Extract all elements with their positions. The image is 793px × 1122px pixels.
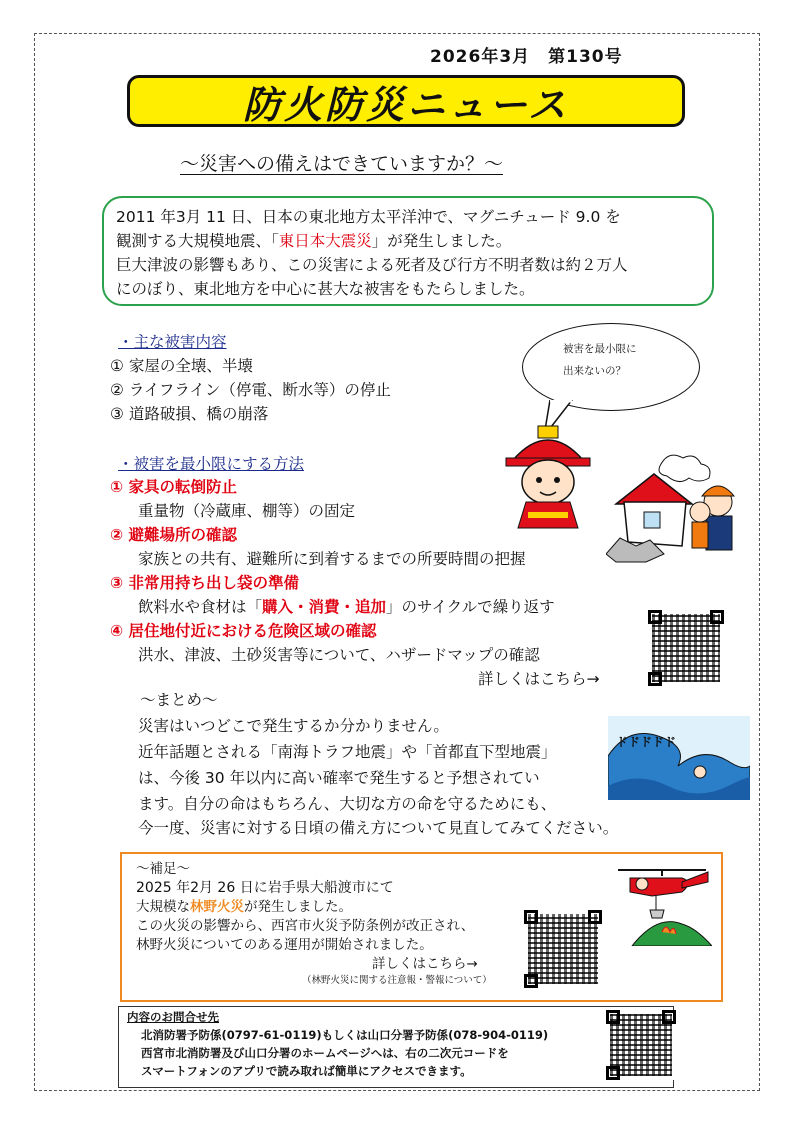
- contact-line: 北消防署予防係(0797-61-0119)もしくは山口分署予防係(078-904-0119): [141, 1028, 549, 1042]
- intro-box: [102, 196, 714, 306]
- more-link[interactable]: 詳しくはこちら→: [478, 670, 600, 688]
- intro-line: にのぼり、東北地方を中心に甚大な被害をもたらしました。: [116, 280, 535, 298]
- summary-line: ます。自分の命はもちろん、大切な方の命を守るためにも、: [138, 795, 557, 813]
- tsunami-wave-icon: [608, 716, 750, 800]
- method-body: 家族との共有、避難所に到着するまでの所要時間の把握: [138, 550, 526, 568]
- intro-line: 巨大津波の影響もあり、この災害による死者及び行方不明者数は約２万人: [116, 256, 628, 274]
- intro-line: 2011 年3月 11 日、日本の東北地方太平洋沖で、マグニチュード 9.0 を: [116, 208, 621, 226]
- summary-line: 近年話題とされる「南海トラフ地震」や「首都直下型地震」: [138, 743, 557, 761]
- method-body: 洪水、津波、土砂災害等について、ハザードマップの確認: [138, 646, 540, 664]
- supplement-line: 大規模な林野火災が発生しました。: [136, 899, 352, 915]
- highlight-text: 購入・消費・追加: [262, 598, 387, 616]
- more-link[interactable]: 詳しくはこちら→: [372, 956, 478, 972]
- highlight-text: 林野火災: [190, 899, 244, 915]
- damage-item: ② ライフライン（停電、断水等）の停止: [110, 381, 391, 399]
- supplement-line: 2025 年2月 26 日に岩手県大船渡市にて: [136, 880, 394, 896]
- page-title: 防火防災ニュース: [242, 82, 570, 127]
- fire-helicopter-icon: [612, 862, 712, 946]
- contact-line: 西宮市北消防署及び山口分署のホームページへは、右の二次元コードを: [141, 1046, 509, 1060]
- contact-heading: 内容のお問合せ先: [127, 1010, 219, 1024]
- method-body: 飲料水や食材は「購入・消費・追加」のサイクルで繰り返す: [138, 598, 555, 616]
- supplement-note: （林野火災に関する注意報・警報について）: [302, 975, 492, 986]
- method-heading: ③ 非常用持ち出し袋の準備: [110, 574, 300, 592]
- summary-line: 今一度、災害に対する日頃の備え方について見直してみてください。: [138, 819, 619, 837]
- collapsed-house-icon: [606, 446, 751, 566]
- supplement-line: 林野火災についてのある運用が開始されました。: [136, 937, 433, 953]
- title-banner: [127, 75, 685, 127]
- highlight-text: 東日本大震災: [278, 232, 372, 250]
- summary-heading: ～まとめ～: [140, 691, 218, 709]
- method-heading: ② 避難場所の確認: [110, 526, 238, 544]
- summary-line: は、今後 30 年以内に高い確率で発生すると予想されてい: [138, 769, 540, 787]
- issue-number: 2026年3月 第130号: [430, 47, 623, 67]
- qr-code-homepage-icon[interactable]: [606, 1010, 676, 1080]
- supplement-line: この火災の影響から、西宮市火災予防条例が改正され、: [136, 918, 475, 934]
- damage-item: ③ 道路破損、橋の崩落: [110, 405, 269, 423]
- contact-line: スマートフォンのアプリで読み取れば簡単にアクセスできます。: [141, 1064, 472, 1078]
- method-body: 重量物（冷蔵庫、棚等）の固定: [138, 502, 356, 520]
- qr-code-forest-fire-icon[interactable]: [524, 910, 602, 988]
- method-heading: ④ 居住地付近における危険区域の確認: [110, 622, 377, 640]
- subtitle: ～災害への備えはできていますか？～: [180, 153, 504, 175]
- firefighter-mascot-icon: [498, 420, 598, 530]
- wave-sound-text: ドドドドド: [616, 735, 677, 749]
- speech-bubble: 被害を最小限に 出来ないの？: [522, 323, 700, 411]
- damage-item: ① 家屋の全壊、半壊: [110, 357, 253, 375]
- methods-heading: ・被害を最小限にする方法: [118, 455, 305, 473]
- supplement-heading: ～補足～: [136, 861, 190, 877]
- intro-line: 観測する大規模地震、「東日本大震災」が発生しました。: [116, 232, 512, 250]
- qr-code-hazard-map-icon[interactable]: [648, 610, 724, 686]
- summary-line: 災害はいつどこで発生するか分かりません。: [138, 717, 449, 735]
- method-heading: ① 家具の転倒防止: [110, 478, 238, 496]
- damage-heading: ・主な被害内容: [118, 333, 227, 351]
- contact-box: [118, 1006, 674, 1088]
